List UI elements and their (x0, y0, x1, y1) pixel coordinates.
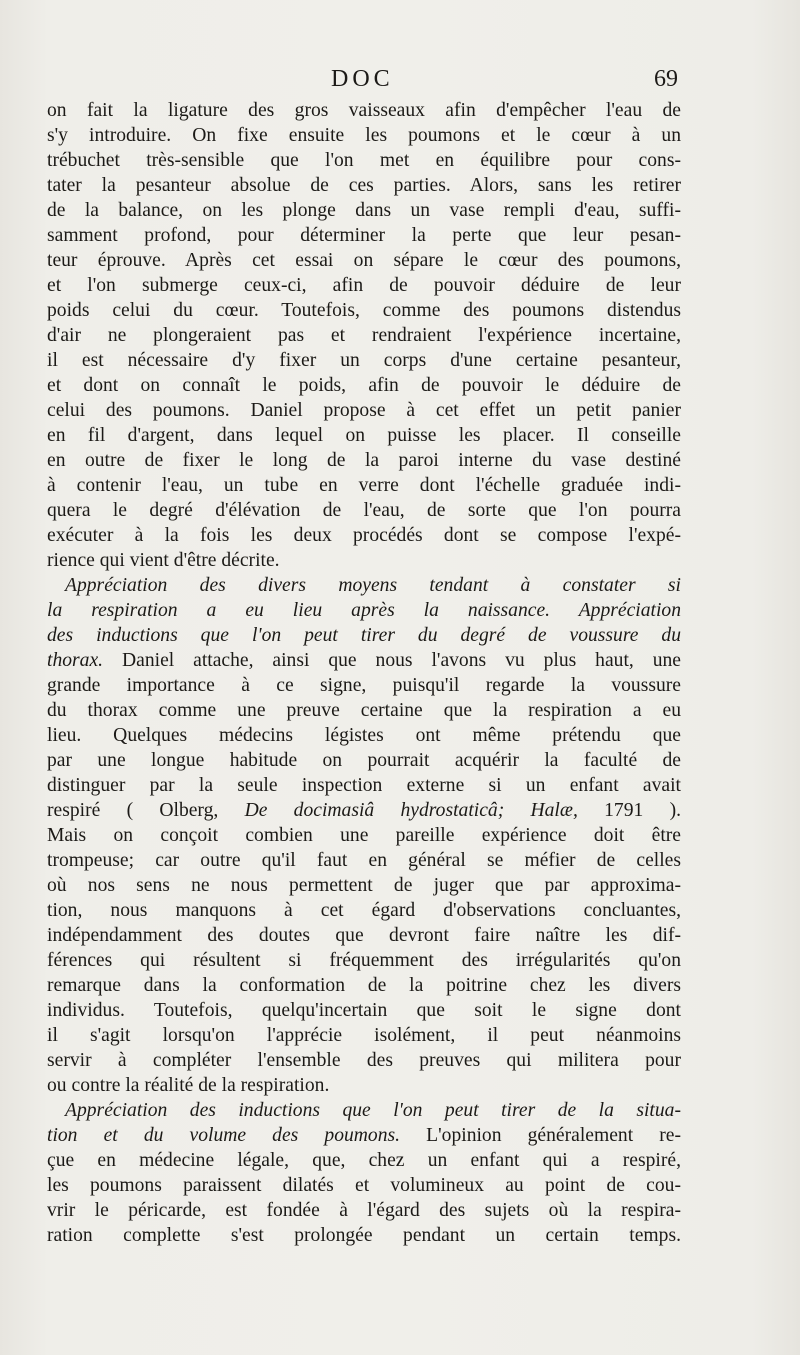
section-heading-end: thorax. (47, 650, 104, 671)
text-line: où nos sens ne nous permettent de juger que par approxima- (47, 875, 681, 896)
text-line: exécuter à la fois les deux procédés dont se compose l'expé- (47, 525, 681, 546)
text-line (47, 648, 681, 673)
section-heading-line: la respiration a eu lieu après la naissance. Appréciation (47, 600, 681, 621)
text-line: Mais on conçoit combien une pareille expérience doit être (47, 825, 681, 846)
text-line: à contenir l'eau, un tube en verre dont l'échelle graduée indi- (47, 475, 681, 496)
page-header (0, 66, 800, 100)
section-heading-line: Appréciation des divers moyens tendant à constater si (65, 575, 681, 596)
text-line: il est nécessaire d'y fixer un corps d'une certaine pesanteur, (47, 350, 681, 371)
section-heading-end: tion et du volume des poumons. (47, 1125, 401, 1146)
text-line: teur éprouve. Après cet essai on sépare le cœur des poumons, (47, 250, 681, 271)
text-line: du thorax comme une preuve certaine que la respiration a eu (47, 700, 681, 721)
paragraph (47, 573, 681, 1098)
text-line: de la balance, on les plonge dans un vase rempli d'eau, suffi- (47, 200, 681, 221)
body-text (47, 98, 681, 1248)
text-line: quera le degré d'élévation de l'eau, de sorte que l'on pourra (47, 500, 681, 521)
text-line: ration complette s'est prolongée pendant un certain temps. (47, 1225, 681, 1246)
text-line: par une longue habitude on pourrait acquérir la faculté de (47, 750, 681, 771)
text-line: grande importance à ce signe, puisqu'il regarde la voussure (47, 675, 681, 696)
text-line: férences qui résultent si fréquemment des irrégularités qu'on (47, 950, 681, 971)
text-line: çue en médecine légale, que, chez un enfant qui a respiré, (47, 1150, 681, 1171)
citation-title: De docimasiâ hydrostaticâ; Halæ, (244, 800, 578, 821)
text-line: d'air ne plongeraient pas et rendraient l'expérience incertaine, (47, 325, 681, 346)
text-run: 1791 ). (577, 800, 681, 821)
text-line: vrir le péricarde, est fondée à l'égard des sujets où la respira- (47, 1200, 681, 1221)
text-run: Daniel attache, ainsi que nous l'avons vu plus haut, une (103, 650, 681, 671)
text-line: remarque dans la conformation de la poitrine chez les divers (47, 975, 681, 996)
text-line: en outre de fixer le long de la paroi interne du vase destiné (47, 450, 681, 471)
text-line: individus. Toutefois, quelqu'incertain que soit le signe dont (47, 1000, 681, 1021)
text-line: les poumons paraissent dilatés et volumineux au point de cou- (47, 1175, 681, 1196)
text-line: tater la pesanteur absolue de ces parties. Alors, sans les retirer (47, 175, 681, 196)
text-line: indépendamment des doutes que devront faire naître les dif- (47, 925, 681, 946)
text-line: s'y introduire. On fixe ensuite les poumons et le cœur à un (47, 125, 681, 146)
text-line: samment profond, pour déterminer la perte que leur pesan- (47, 225, 681, 246)
text-line: et l'on submerge ceux-ci, afin de pouvoir déduire de leur (47, 275, 681, 296)
paragraph (47, 98, 681, 573)
section-heading-line: Appréciation des inductions que l'on peut tirer de la situa- (65, 1100, 681, 1121)
text-line: et dont on connaît le poids, afin de pouvoir le déduire de (47, 375, 681, 396)
text-line: trompeuse; car outre qu'il faut en général se méfier de celles (47, 850, 681, 871)
text-line: celui des poumons. Daniel propose à cet effet un petit panier (47, 400, 681, 421)
text-line: servir à compléter l'ensemble des preuves qui militera pour (47, 1050, 681, 1071)
text-line: poids celui du cœur. Toutefois, comme des poumons distendus (47, 300, 681, 321)
paragraph (47, 1098, 681, 1248)
text-line: ou contre la réalité de la respiration. (47, 1075, 330, 1096)
text-line: trébuchet très-sensible que l'on met en équilibre pour cons- (47, 150, 681, 171)
text-line: tion, nous manquons à cet égard d'observations concluantes, (47, 900, 681, 921)
text-line (47, 1123, 681, 1148)
text-line: rience qui vient d'être décrite. (47, 550, 280, 571)
text-line: on fait la ligature des gros vaisseaux afin d'empêcher l'eau de (47, 100, 681, 121)
text-line: distinguer par la seule inspection externe si un enfant avait (47, 775, 681, 796)
text-run: L'opinion généralement re- (400, 1125, 681, 1146)
text-run: respiré ( Olberg, (47, 800, 245, 821)
text-line: en fil d'argent, dans lequel on puisse les placer. Il conseille (47, 425, 681, 446)
text-line: il s'agit lorsqu'on l'apprécie isolément, il peut néanmoins (47, 1025, 681, 1046)
text-line (47, 798, 681, 823)
section-heading-line: des inductions que l'on peut tirer du degré de voussure du (47, 625, 681, 646)
text-line: lieu. Quelques médecins légistes ont même prétendu que (47, 725, 681, 746)
running-head: DOC (331, 66, 394, 92)
page-number: 69 (654, 66, 678, 92)
